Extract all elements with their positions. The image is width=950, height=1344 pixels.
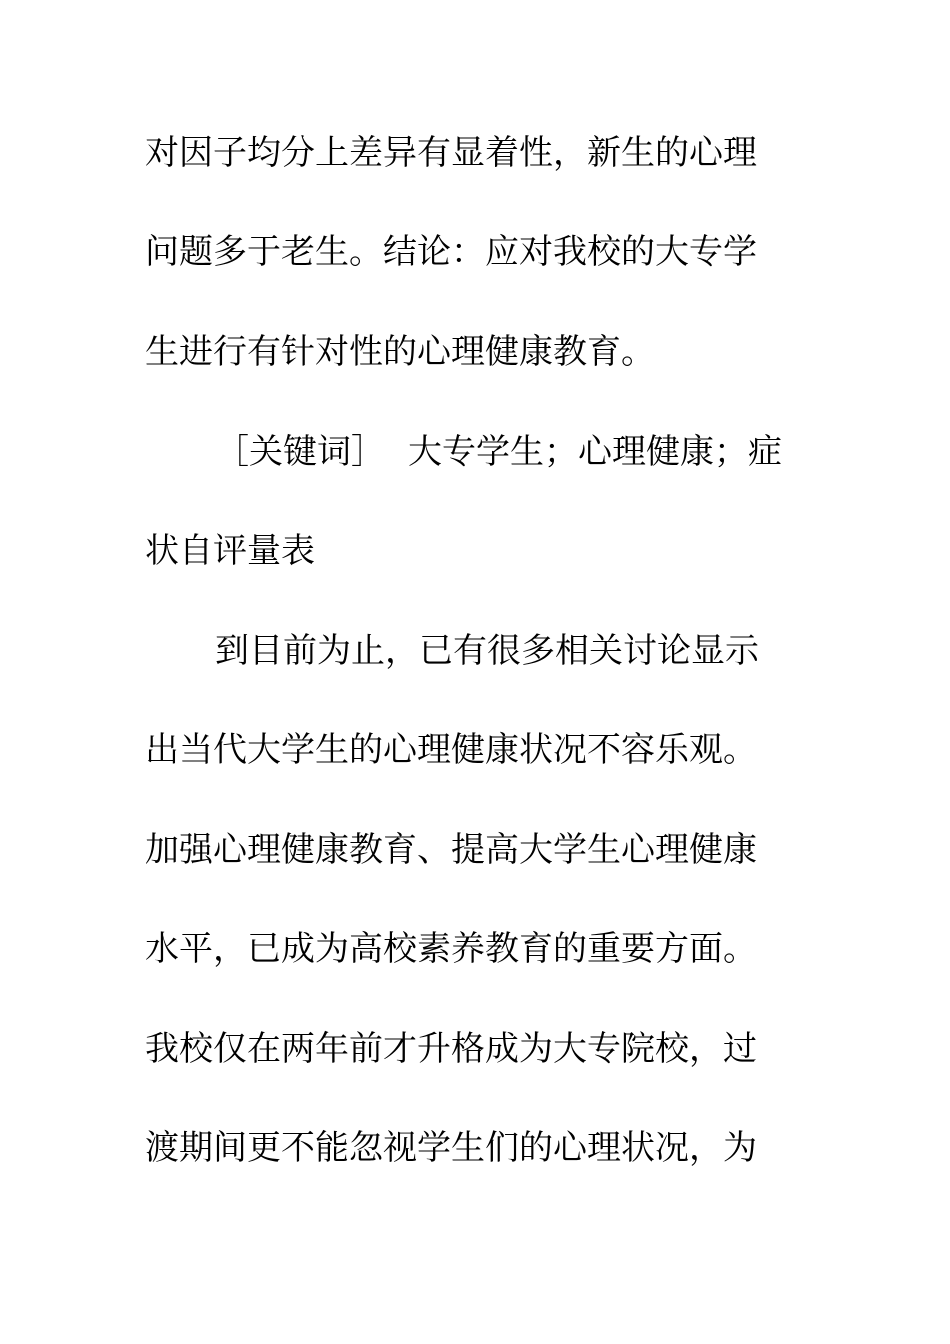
text-line: 生进行有针对性的心理健康教育。 [145, 332, 655, 372]
text-line: 我校仅在两年前才升格成为大专院校，过 [145, 1029, 757, 1069]
keywords-label: ［关键词］ [215, 432, 385, 472]
text-line: 出当代大学生的心理健康状况不容乐观。 [145, 730, 757, 770]
text-line: 加强心理健康教育、提高大学生心理健康 [145, 830, 757, 870]
paragraph-first-line: 到目前为止，已有很多相关讨论显示 [215, 631, 759, 671]
text-line: 状自评量表 [145, 531, 315, 571]
text-line: 水平，已成为高校素养教育的重要方面。 [145, 929, 757, 969]
keywords-text: 大专学生；心理健康；症 [408, 432, 782, 472]
text-line: 对因子均分上差异有显着性，新生的心理 [145, 133, 757, 173]
text-line: 渡期间更不能忽视学生们的心理状况，为 [145, 1128, 757, 1168]
text-line: 问题多于老生。结论：应对我校的大专学 [145, 232, 757, 272]
